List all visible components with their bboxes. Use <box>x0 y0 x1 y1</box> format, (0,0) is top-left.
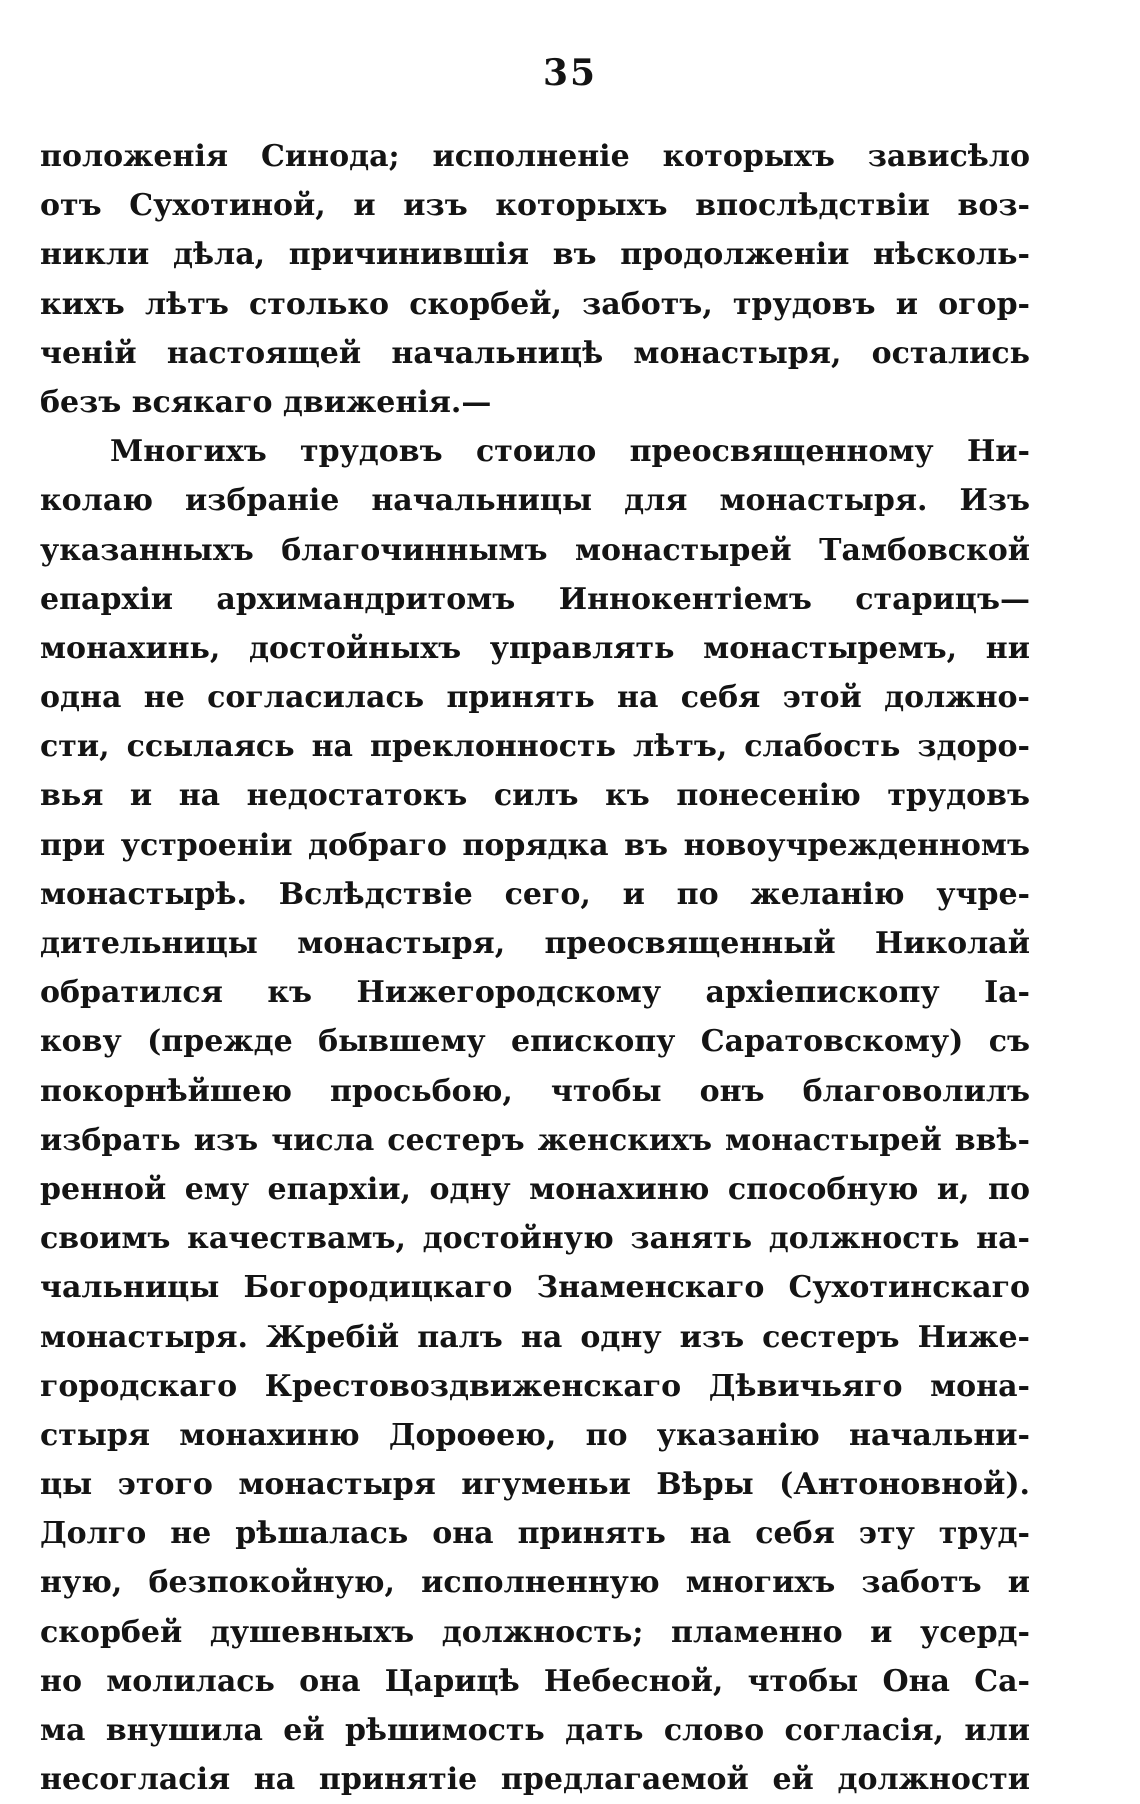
text-line: безъ всякаго движенія.— <box>40 384 492 420</box>
text-line: ченій настоящей начальницѣ монастыря, остались <box>40 335 1030 371</box>
text-line: избрать изъ числа сестеръ женскихъ монастырей ввѣ- <box>40 1122 1030 1158</box>
text-line-paragraph-start: Многихъ трудовъ стоило преосвященному Ни- <box>110 434 1030 470</box>
text-line: вья и на недостатокъ силъ къ понесенію трудовъ <box>40 778 1030 814</box>
text-line: ренной ему епархіи, одну монахиню способную и, по <box>40 1171 1030 1207</box>
text-line: положенія Синода; исполненіе которыхъ зависѣло <box>40 139 1030 174</box>
text-line: при устроеніи добраго порядка въ новоучрежденномъ <box>40 827 1030 863</box>
text-line: монастырѣ. Вслѣдствіе сего, и по желанію учре- <box>40 876 1030 912</box>
text-line: никли дѣла, причинившія въ продолженіи нѣсколь- <box>40 237 1030 273</box>
text-line: монахинь, достойныхъ управлять монастыремъ, ни <box>40 630 1030 666</box>
text-line: городскаго Крестовоздвиженскаго Дѣвичьяго мона- <box>40 1368 1030 1404</box>
text-line: колаю избраніе начальницы для монастыря. Изъ <box>40 483 1030 519</box>
text-line: стыря монахиню Дороѳею, по указанію начальни- <box>40 1417 1030 1453</box>
page-number: 35 <box>542 52 598 94</box>
text-line: несогласія на принятіе предлагаемой ей должности <box>40 1762 1030 1798</box>
text-line: кову (прежде бывшему епископу Саратовскому) съ <box>40 1024 1030 1060</box>
text-line: Долго не рѣшалась она принять на себя эту труд- <box>40 1516 1030 1552</box>
text-line: кихъ лѣтъ столько скорбей, заботъ, трудовъ и огор- <box>40 286 1030 322</box>
text-line: чальницы Богородицкаго Знаменскаго Сухотинскаго <box>40 1270 1030 1306</box>
text-line: своимъ качествамъ, достойную занять должность на- <box>40 1221 1030 1257</box>
text-line: покорнѣйшею просьбою, чтобы онъ благоволилъ <box>40 1073 1030 1109</box>
text-line: скорбей душевныхъ должность; пламенно и усерд- <box>40 1614 1030 1650</box>
text-line: ма внушила ей рѣшимость дать слово согласія, или <box>40 1713 1030 1748</box>
text-line: сти, ссылаясь на преклонность лѣтъ, слабость здоро- <box>40 729 1030 765</box>
text-line: епархіи архимандритомъ Иннокентіемъ старицъ— <box>40 581 1030 617</box>
body-text <box>40 132 1030 1804</box>
text-line: указанныхъ благочиннымъ монастырей Тамбовской <box>40 532 1030 568</box>
text-line: но молилась она Царицѣ Небесной, чтобы Она Са- <box>40 1663 1030 1699</box>
text-line: обратился къ Нижегородскому архіепископу Іа- <box>40 975 1030 1011</box>
text-line: дительницы монастыря, преосвященный Николай <box>40 926 1030 961</box>
text-line: монастыря. Жребій палъ на одну изъ сестеръ Ниже- <box>40 1319 1030 1355</box>
text-line: одна не согласилась принять на себя этой должно- <box>40 680 1030 716</box>
text-line: отъ Сухотиной, и изъ которыхъ впослѣдствіи воз- <box>40 188 1030 224</box>
text-line: ную, безпокойную, исполненную многихъ заботъ и <box>40 1565 1030 1601</box>
text-line: цы этого монастыря игуменьи Вѣры (Антоновной). <box>40 1467 1030 1503</box>
